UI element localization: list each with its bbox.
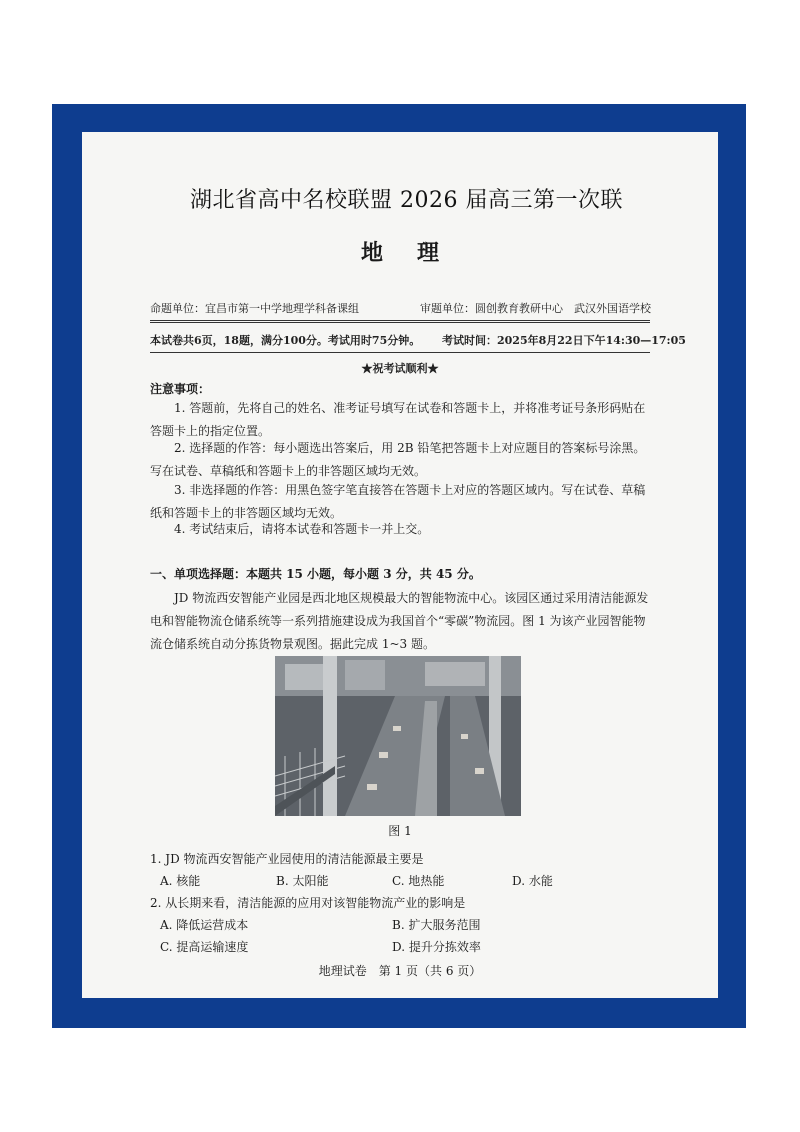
section-heading: 一、单项选择题：本题共 15 小题，每小题 3 分，共 45 分。 [150, 567, 481, 581]
note-item-3: 3. 非选择题的作答：用黑色签字笔直接答在答题卡上对应的答题区域内。写在试卷、草稿纸和答题卡上的非答题区域均无效。 [150, 483, 646, 520]
exam-info: 本试卷共6页，18题，满分100分。考试用时75分钟。 [150, 334, 421, 347]
exam-time: 考试时间：2025年8月22日下午14:30—17:05 [442, 334, 686, 347]
question-2-stem: 2. 从长期来看，清洁能源的应用对该智能物流产业的影响是 [150, 896, 466, 910]
q1-option-a: A. 核能 [160, 874, 201, 888]
q2-option-d: D. 提升分拣效率 [392, 940, 481, 954]
compiler-unit: 命题单位：宜昌市第一中学地理学科备课组 [150, 302, 359, 315]
reviewer-unit: 审题单位：圆创教育教研中心 武汉外国语学校 [420, 302, 651, 315]
wish-line: ★祝考试顺利★ [361, 362, 439, 375]
passage-text: JD 物流西安智能产业园是西北地区规模最大的智能物流中心。该园区通过采用清洁能源发电和智能物流仓储系统等一系列措施建设成为我国首个“零碳”物流园。图 1 为该产业园智能物流仓储系统自动分拣货物景观图。据此完成 1~3 题。 [150, 591, 649, 651]
notes-heading: 注意事项： [150, 382, 211, 396]
note-item-2: 2. 选择题的作答：每小题选出答案后，用 2B 铅笔把答题卡上对应题目的答案标号涂黑。写在试卷、草稿纸和答题卡上的非答题区域均无效。 [150, 441, 646, 478]
q1-option-c: C. 地热能 [392, 874, 445, 888]
exam-title: 湖北省高中名校联盟 2026 届高三第一次联 [190, 188, 623, 213]
q1-option-d: D. 水能 [512, 874, 553, 888]
header-divider [150, 320, 650, 323]
note-item-1: 1. 答题前，先将自己的姓名、准考证号填写在试卷和答题卡上，并将准考证号条形码贴在答题卡上的指定位置。 [150, 401, 646, 438]
info-divider [150, 352, 650, 353]
page-footer: 地理试卷 第 1 页（共 6 页） [318, 964, 482, 978]
q1-option-b: B. 太阳能 [276, 874, 329, 888]
q2-option-c: C. 提高运输速度 [160, 940, 249, 954]
sorting-system-photo [275, 656, 521, 816]
q2-option-b: B. 扩大服务范围 [392, 918, 481, 932]
q2-option-a: A. 降低运营成本 [160, 918, 249, 932]
warehouse-conveyor-image [275, 656, 521, 816]
figure-caption: 图 1 [388, 824, 412, 838]
note-item-4: 4. 考试结束后，请将本试卷和答题卡一并上交。 [174, 522, 430, 536]
question-1-stem: 1. JD 物流西安智能产业园使用的清洁能源最主要是 [150, 852, 424, 866]
subject-title: 地理 [360, 240, 473, 266]
